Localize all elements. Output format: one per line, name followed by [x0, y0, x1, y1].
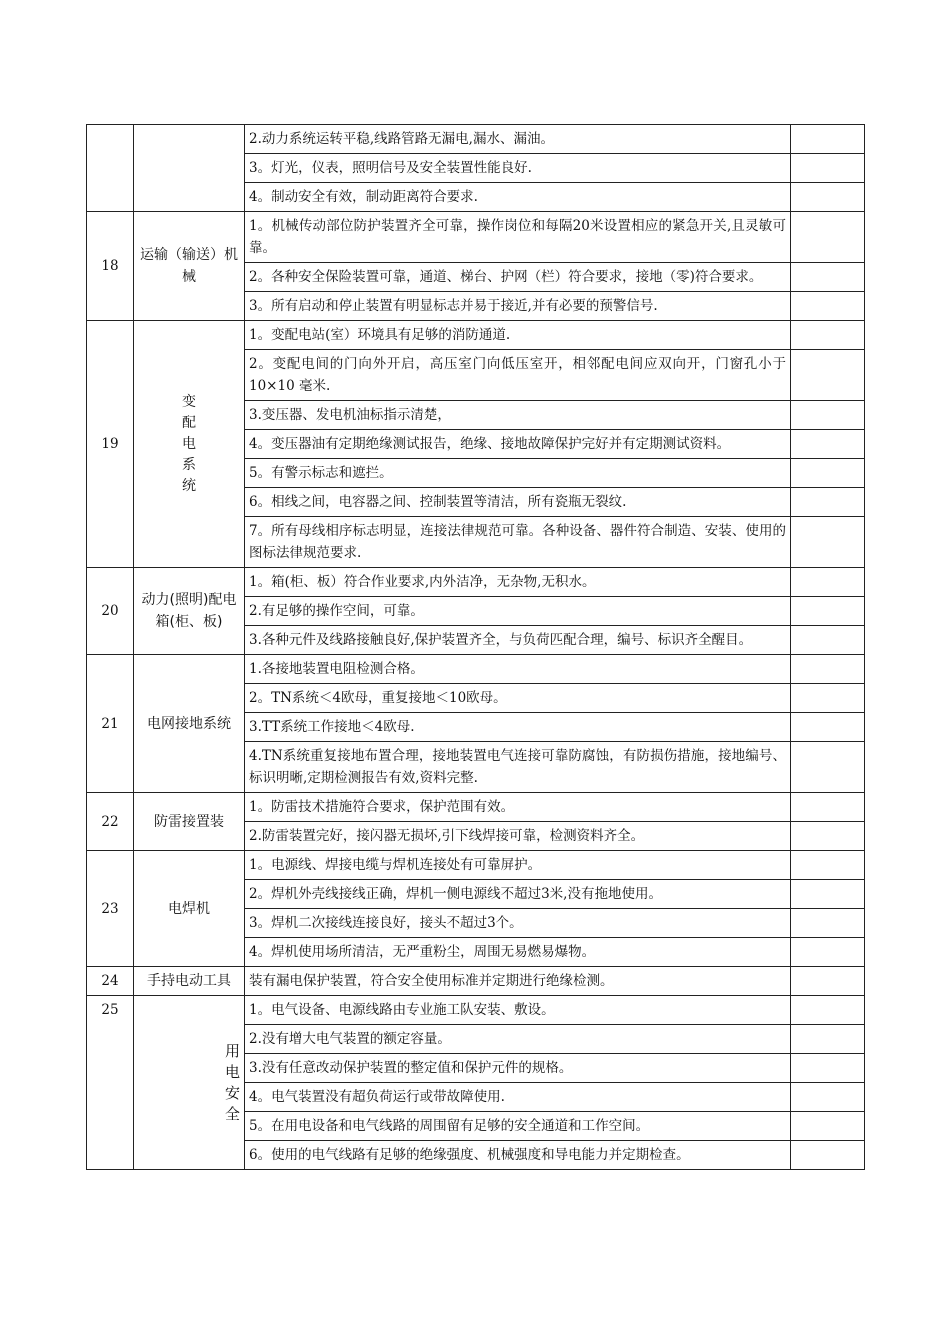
requirement-cell: 2。各种安全保险装置可靠，通道、梯台、护网（栏）符合要求，接地（零)符合要求。 [245, 263, 791, 292]
result-cell [791, 938, 865, 967]
item-number: 18 [87, 212, 134, 321]
requirement-cell: 1。箱(柜、板）符合作业要求,内外洁净，无杂物,无积水。 [245, 568, 791, 597]
result-cell [791, 626, 865, 655]
result-cell [791, 488, 865, 517]
result-cell [791, 822, 865, 851]
item-name: 防雷接置装 [134, 793, 245, 851]
requirement-cell: 5。有警示标志和遮拦。 [245, 459, 791, 488]
table-row [87, 793, 865, 822]
item-name-char: 变 [182, 393, 196, 410]
requirement-cell: 3。灯光，仪表，照明信号及安全装置性能良好. [245, 154, 791, 183]
table-row [87, 967, 865, 996]
item-number-cell [87, 125, 134, 212]
result-cell [791, 1141, 865, 1170]
table-row [87, 321, 865, 350]
item-name-char: 用 [224, 1041, 240, 1060]
requirement-cell: 6。使用的电气线路有足够的绝缘强度、机械强度和导电能力并定期检查。 [245, 1141, 791, 1170]
item-number: 24 [87, 967, 134, 996]
table-row [87, 212, 865, 263]
result-cell [791, 967, 865, 996]
requirement-cell: 1。变配电站(室）环境具有足够的消防通道. [245, 321, 791, 350]
item-name-char: 全 [224, 1104, 240, 1123]
result-cell [791, 517, 865, 568]
result-cell [791, 401, 865, 430]
checklist-page [86, 124, 864, 1170]
requirement-cell: 2.防雷装置完好，接闪器无损坏,引下线焊接可靠，检测资料齐全。 [245, 822, 791, 851]
result-cell [791, 430, 865, 459]
requirement-cell: 3.TT系统工作接地＜4欧母. [245, 713, 791, 742]
result-cell [791, 459, 865, 488]
table-row [87, 996, 865, 1025]
requirement-cell: 2.没有增大电气装置的额定容量。 [245, 1025, 791, 1054]
item-name: 电焊机 [134, 851, 245, 967]
item-name-char: 系 [182, 456, 196, 473]
requirement-cell: 2.有足够的操作空间，可靠。 [245, 597, 791, 626]
table-row [87, 568, 865, 597]
requirement-cell: 7。所有母线相序标志明显，连接法律规范可靠。各种设备、器件符合制造、安装、使用的图标法律规范要求. [245, 517, 791, 568]
result-cell [791, 793, 865, 822]
requirement-cell: 2.动力系统运转平稳,线路管路无漏电,漏水、漏油。 [245, 125, 791, 154]
result-cell [791, 125, 865, 154]
item-name-char: 统 [182, 477, 196, 494]
item-name: 动力(照明)配电箱(柜、板) [134, 568, 245, 655]
result-cell [791, 742, 865, 793]
requirement-cell: 3。焊机二次接线连接良好，接头不超过3个。 [245, 909, 791, 938]
requirement-cell: 4。制动安全有效，制动距离符合要求. [245, 183, 791, 212]
requirement-cell: 4。变压器油有定期绝缘测试报告，绝缘、接地故障保护完好并有定期测试资料。 [245, 430, 791, 459]
result-cell [791, 1054, 865, 1083]
result-cell [791, 1112, 865, 1141]
requirement-cell: 2。TN系统＜4欧母，重复接地＜10欧母。 [245, 684, 791, 713]
result-cell [791, 154, 865, 183]
requirement-cell: 2。变配电间的门向外开启，高压室门向低压室开，相邻配电间应双向开，门窗孔小于 10×10 毫米. [245, 350, 791, 401]
result-cell [791, 996, 865, 1025]
requirement-cell: 6。相线之间，电容器之间、控制装置等清洁，所有瓷瓶无裂纹. [245, 488, 791, 517]
result-cell [791, 851, 865, 880]
requirement-cell: 1。电气设备、电源线路由专业施工队安装、敷设。 [245, 996, 791, 1025]
requirement-cell: 1.各接地装置电阻检测合格。 [245, 655, 791, 684]
item-name: 运输（输送）机械 [134, 212, 245, 321]
item-number: 25 [87, 996, 134, 1170]
result-cell [791, 183, 865, 212]
result-cell [791, 1025, 865, 1054]
result-cell [791, 909, 865, 938]
item-name [134, 996, 245, 1170]
result-cell [791, 713, 865, 742]
item-name-char: 安 [224, 1083, 240, 1102]
table-row [87, 851, 865, 880]
inspection-table [86, 124, 865, 1170]
requirement-cell: 3.各种元件及线路接触良好,保护装置齐全，与负荷匹配合理，编号、标识齐全醒目。 [245, 626, 791, 655]
item-name: 电网接地系统 [134, 655, 245, 793]
result-cell [791, 350, 865, 401]
item-name: 手持电动工具 [134, 967, 245, 996]
requirement-cell: 装有漏电保护装置，符合安全使用标准并定期进行绝缘检测。 [245, 967, 791, 996]
result-cell [791, 597, 865, 626]
result-cell [791, 655, 865, 684]
item-name-char: 电 [182, 435, 196, 452]
item-name-char: 配 [182, 414, 196, 431]
requirement-cell: 1。电源线、焊接电缆与焊机连接处有可靠屏护。 [245, 851, 791, 880]
item-number: 20 [87, 568, 134, 655]
item-name [134, 321, 245, 568]
requirement-cell: 5。在用电设备和电气线路的周围留有足够的安全通道和工作空间。 [245, 1112, 791, 1141]
requirement-cell: 1。机械传动部位防护装置齐全可靠，操作岗位和每隔20米设置相应的紧急开关,且灵敏可靠。 [245, 212, 791, 263]
requirement-cell: 4。电气装置没有超负荷运行或带故障使用. [245, 1083, 791, 1112]
result-cell [791, 568, 865, 597]
result-cell [791, 684, 865, 713]
requirement-cell: 3.变压器、发电机油标指示清楚， [245, 401, 791, 430]
requirement-cell: 3。所有启动和停止装置有明显标志并易于接近,并有必要的预警信号. [245, 292, 791, 321]
result-cell [791, 263, 865, 292]
result-cell [791, 212, 865, 263]
item-number: 22 [87, 793, 134, 851]
requirement-cell: 4。焊机使用场所清洁，无严重粉尘，周围无易燃易爆物。 [245, 938, 791, 967]
table-row [87, 125, 865, 154]
result-cell [791, 292, 865, 321]
result-cell [791, 880, 865, 909]
item-number: 21 [87, 655, 134, 793]
result-cell [791, 321, 865, 350]
requirement-cell: 3.没有任意改动保护装置的整定值和保护元件的规格。 [245, 1054, 791, 1083]
item-name-cell [134, 125, 245, 212]
requirement-cell: 2。焊机外壳线接线正确，焊机一侧电源线不超过3米,没有拖地使用。 [245, 880, 791, 909]
requirement-cell: 1。防雷技术措施符合要求，保护范围有效。 [245, 793, 791, 822]
item-number: 19 [87, 321, 134, 568]
requirement-cell: 4.TN系统重复接地布置合理，接地装置电气连接可靠防腐蚀，有防损伤措施，接地编号、标识明晰,定期检测报告有效,资料完整. [245, 742, 791, 793]
item-number: 23 [87, 851, 134, 967]
table-row [87, 655, 865, 684]
item-name-char: 电 [224, 1062, 240, 1081]
result-cell [791, 1083, 865, 1112]
